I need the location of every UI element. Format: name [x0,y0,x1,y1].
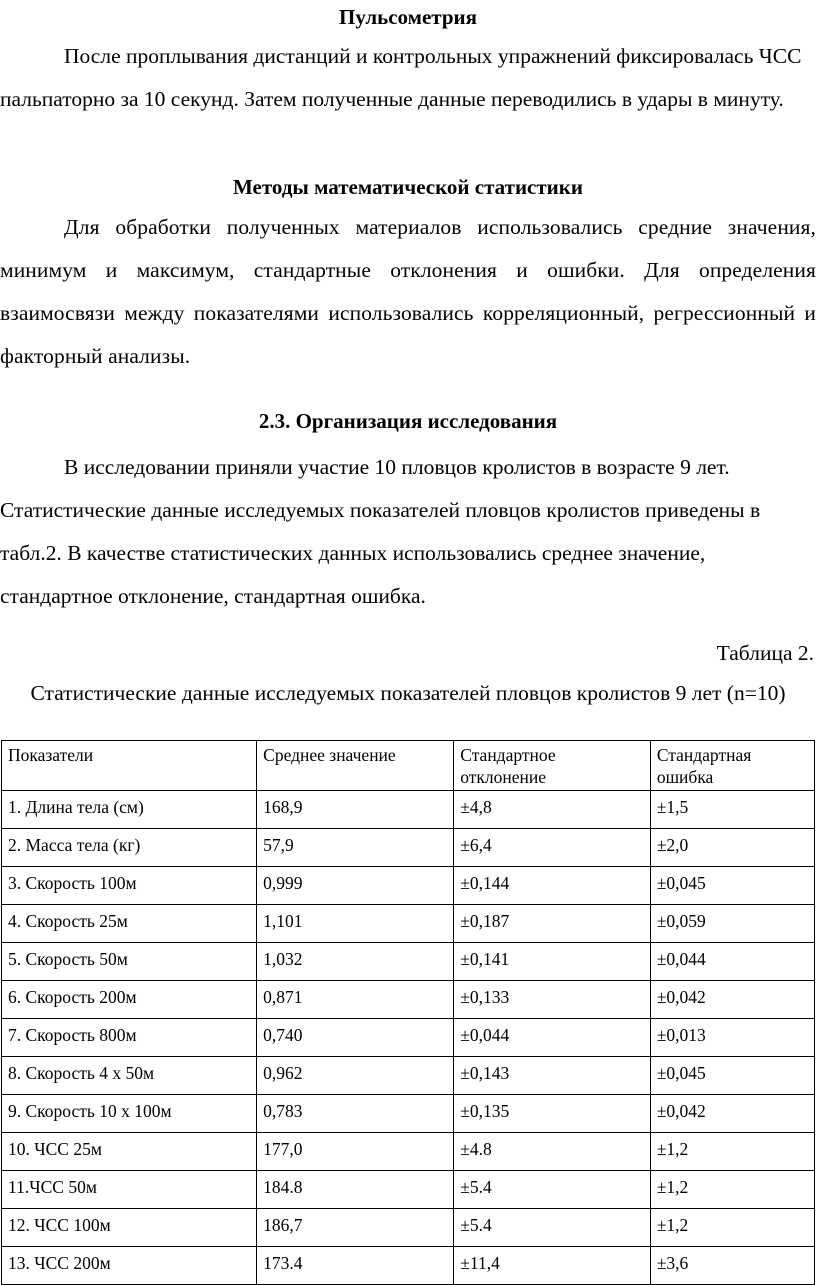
organization-heading: 2.3. Организация исследования [258,409,558,433]
cell-std-deviation: ±4.8 [454,1133,651,1171]
table-row [2,829,815,867]
cell-std-error: ±0,045 [650,867,814,905]
cell-std-error: ±0,045 [650,1057,814,1095]
cell-mean: 0,740 [257,1019,454,1057]
table-row [2,1171,815,1209]
cell-mean: 168,9 [257,791,454,829]
cell-indicator: 6. Скорость 200м [2,981,257,1019]
methods-paragraph: Для обработки полученных материалов использовались средние значения, минимум и максимум, стандартные отклонения и ошибки. Для определения взаимосвязи между показателями использовались корреляционный, регрессионный и факторный анализы. [0,215,816,368]
table-body [2,791,815,1285]
cell-mean: 177,0 [257,1133,454,1171]
table-label: Таблица 2. [716,641,814,665]
cell-indicator: 7. Скорость 800м [2,1019,257,1057]
pulse-paragraph: После проплывания дистанций и контрольных упражнений фиксировалась ЧСС пальпаторно за 10 секунд. Затем полученные данные переводились в удары в минуту. [0,44,802,111]
cell-indicator: 1. Длина тела (см) [2,791,257,829]
cell-std-deviation: ±0,143 [454,1057,651,1095]
cell-std-deviation: ±0,187 [454,905,651,943]
header-mean: Среднее значение [257,741,454,791]
cell-std-deviation: ±0,135 [454,1095,651,1133]
table-row [2,1247,815,1285]
table-row [2,905,815,943]
cell-indicator: 8. Скорость 4 х 50м [2,1057,257,1095]
cell-std-error: ±2,0 [650,829,814,867]
cell-indicator: 11.ЧСС 50м [2,1171,257,1209]
cell-indicator: 5. Скорость 50м [2,943,257,981]
cell-mean: 186,7 [257,1209,454,1247]
table-row [2,943,815,981]
table-row [2,1209,815,1247]
cell-mean: 0,871 [257,981,454,1019]
cell-std-error: ±0,042 [650,981,814,1019]
table-row [2,867,815,905]
cell-std-deviation: ±11,4 [454,1247,651,1285]
table-row [2,791,815,829]
cell-mean: 173.4 [257,1247,454,1285]
table-header-row [2,741,815,791]
cell-mean: 57,9 [257,829,454,867]
header-std-error: Стандартная ошибка [650,741,814,791]
cell-mean: 0,783 [257,1095,454,1133]
cell-mean: 0,999 [257,867,454,905]
cell-std-deviation: ±6,4 [454,829,651,867]
cell-indicator: 12. ЧСС 100м [2,1209,257,1247]
cell-std-error: ±0,042 [650,1095,814,1133]
table-row [2,1095,815,1133]
table-row [2,1019,815,1057]
cell-mean: 1,032 [257,943,454,981]
cell-std-error: ±1,2 [650,1133,814,1171]
cell-std-error: ±1,5 [650,791,814,829]
table-row [2,981,815,1019]
cell-indicator: 2. Масса тела (кг) [2,829,257,867]
header-indicator: Показатели [2,741,257,791]
cell-mean: 184.8 [257,1171,454,1209]
cell-std-deviation: ±5.4 [454,1209,651,1247]
cell-std-deviation: ±0,044 [454,1019,651,1057]
cell-std-deviation: ±4,8 [454,791,651,829]
table-caption: Статистические данные исследуемых показателей пловцов кролистов 9 лет (n=10) [30,681,786,705]
cell-indicator: 10. ЧСС 25м [2,1133,257,1171]
cell-indicator: 4. Скорость 25м [2,905,257,943]
table-row [2,1057,815,1095]
cell-mean: 0,962 [257,1057,454,1095]
cell-std-error: ±3,6 [650,1247,814,1285]
pulse-heading: Пульсометрия [339,5,477,29]
cell-indicator: 13. ЧСС 200м [2,1247,257,1285]
cell-std-error: ±1,2 [650,1171,814,1209]
cell-indicator: 3. Скорость 100м [2,867,257,905]
cell-mean: 1,101 [257,905,454,943]
header-std-deviation: Стандартное отклонение [454,741,651,791]
methods-heading: Методы математической статистики [233,175,583,199]
statistics-table [1,740,815,1285]
cell-indicator: 9. Скорость 10 х 100м [2,1095,257,1133]
cell-std-error: ±0,013 [650,1019,814,1057]
cell-std-deviation: ±0,133 [454,981,651,1019]
cell-std-error: ±0,044 [650,943,814,981]
cell-std-deviation: ±0,141 [454,943,651,981]
table-row [2,1133,815,1171]
organization-paragraph: В исследовании приняли участие 10 пловцов кролистов в возрасте 9 лет. Статистические данные исследуемых показателей пловцов кролистов приведены в табл.2. В качестве статистических данных использовались среднее значение, стандартное отклонение, стандартная ошибка. [0,455,761,608]
cell-std-deviation: ±0,144 [454,867,651,905]
cell-std-error: ±1,2 [650,1209,814,1247]
cell-std-deviation: ±5.4 [454,1171,651,1209]
cell-std-error: ±0,059 [650,905,814,943]
